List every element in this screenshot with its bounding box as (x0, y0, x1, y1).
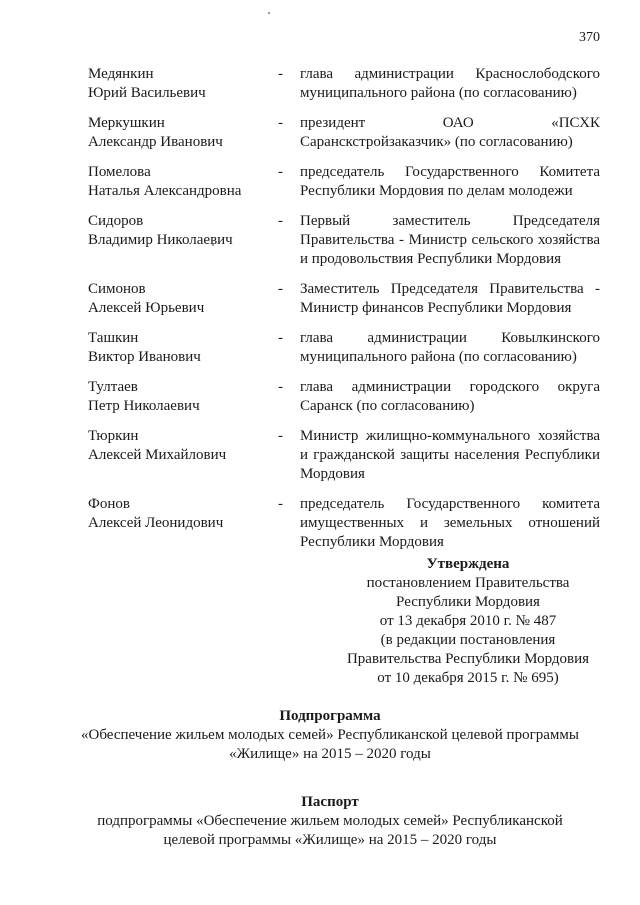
approval-line: Республики Мордовия (396, 594, 540, 610)
approval-line: от 13 декабря 2010 г. № 487 (379, 613, 557, 629)
member-role: Заместитель Председателя Правительства - Министр финансов Республики Мордовия (300, 281, 600, 316)
member-row (88, 280, 600, 318)
member-list (88, 65, 600, 563)
member-given-name: Петр Николаевич (88, 398, 200, 414)
member-row (88, 427, 600, 484)
member-name (88, 114, 278, 152)
member-dash: - (278, 496, 283, 512)
scan-speck (268, 12, 270, 14)
member-dash: - (278, 213, 283, 229)
member-dash: - (278, 164, 283, 180)
subprogram-title: Подпрограмма (279, 708, 381, 724)
approval-heading: Утверждена (426, 556, 510, 572)
subprogram-line: «Жилище» на 2015 – 2020 годы (229, 746, 431, 762)
member-dash: - (278, 428, 283, 444)
member-row (88, 329, 600, 367)
member-role: председатель Государственного Комитета Республики Мордовия по делам молодежи (300, 164, 600, 199)
member-role: президент ОАО «ПСХК Саранскстройзаказчик» (по согласованию) (300, 115, 600, 150)
member-name (88, 378, 278, 416)
approval-line: (в редакции постановления (380, 632, 556, 648)
member-role: Первый заместитель Председателя Правительства - Министр сельского хозяйства и продовольствия Республики Мордовия (300, 213, 600, 267)
member-surname: Фонов (88, 496, 130, 512)
member-role: глава администрации Ковылкинского муниципального района (по согласованию) (300, 330, 600, 365)
member-name (88, 65, 278, 103)
member-surname: Ташкин (88, 330, 139, 346)
member-row (88, 495, 600, 552)
member-given-name: Александр Иванович (88, 134, 223, 150)
subprogram-heading (40, 707, 620, 764)
member-surname: Помелова (88, 164, 151, 180)
member-name (88, 280, 278, 318)
member-role: Министр жилищно-коммунального хозяйства и гражданской защиты населения Республики Мордовия (300, 428, 600, 482)
member-surname: Тюркин (88, 428, 139, 444)
member-surname: Тултаев (88, 379, 138, 395)
member-row (88, 378, 600, 416)
member-dash: - (278, 66, 283, 82)
member-name (88, 329, 278, 367)
member-name (88, 427, 278, 484)
member-dash: - (278, 379, 283, 395)
member-dash: - (278, 330, 283, 346)
member-given-name: Алексей Михайлович (88, 447, 227, 463)
page-number: 370 (579, 30, 600, 45)
member-name (88, 495, 278, 552)
member-surname: Сидоров (88, 213, 144, 229)
member-dash: - (278, 281, 283, 297)
approval-line: постановлением Правительства (366, 575, 570, 591)
member-surname: Меркушкин (88, 115, 165, 131)
member-name (88, 212, 278, 269)
member-role: глава администрации Краснослободского муниципального района (по согласованию) (300, 66, 600, 101)
passport-line: целевой программы «Жилище» на 2015 – 2020 годы (163, 832, 497, 848)
member-given-name: Виктор Иванович (88, 349, 201, 365)
member-name (88, 163, 278, 201)
member-row (88, 212, 600, 269)
member-surname: Симонов (88, 281, 146, 297)
member-dash: - (278, 115, 283, 131)
approval-line: от 10 декабря 2015 г. № 695) (377, 670, 559, 686)
approval-stamp-text (318, 555, 618, 688)
member-role: глава администрации городского округа Саранск (по согласованию) (300, 379, 600, 414)
member-row (88, 114, 600, 152)
member-given-name: Наталья Александровна (88, 183, 242, 199)
passport-heading (40, 793, 620, 850)
member-given-name: Алексей Юрьевич (88, 300, 205, 316)
passport-line: подпрограммы «Обеспечение жильем молодых семей» Республиканской (97, 813, 563, 829)
member-row (88, 163, 600, 201)
member-given-name: Алексей Леонидович (88, 515, 224, 531)
member-given-name: Юрий Васильевич (88, 85, 206, 101)
passport-title: Паспорт (301, 794, 359, 810)
member-role: председатель Государственного комитета имущественных и земельных отношений Республики Мордовия (300, 496, 600, 550)
member-surname: Медянкин (88, 66, 154, 82)
member-given-name: Владимир Николаевич (88, 232, 233, 248)
approval-line: Правительства Республики Мордовия (346, 651, 590, 667)
member-row (88, 65, 600, 103)
subprogram-line: «Обеспечение жильем молодых семей» Республиканской целевой программы (81, 727, 579, 743)
